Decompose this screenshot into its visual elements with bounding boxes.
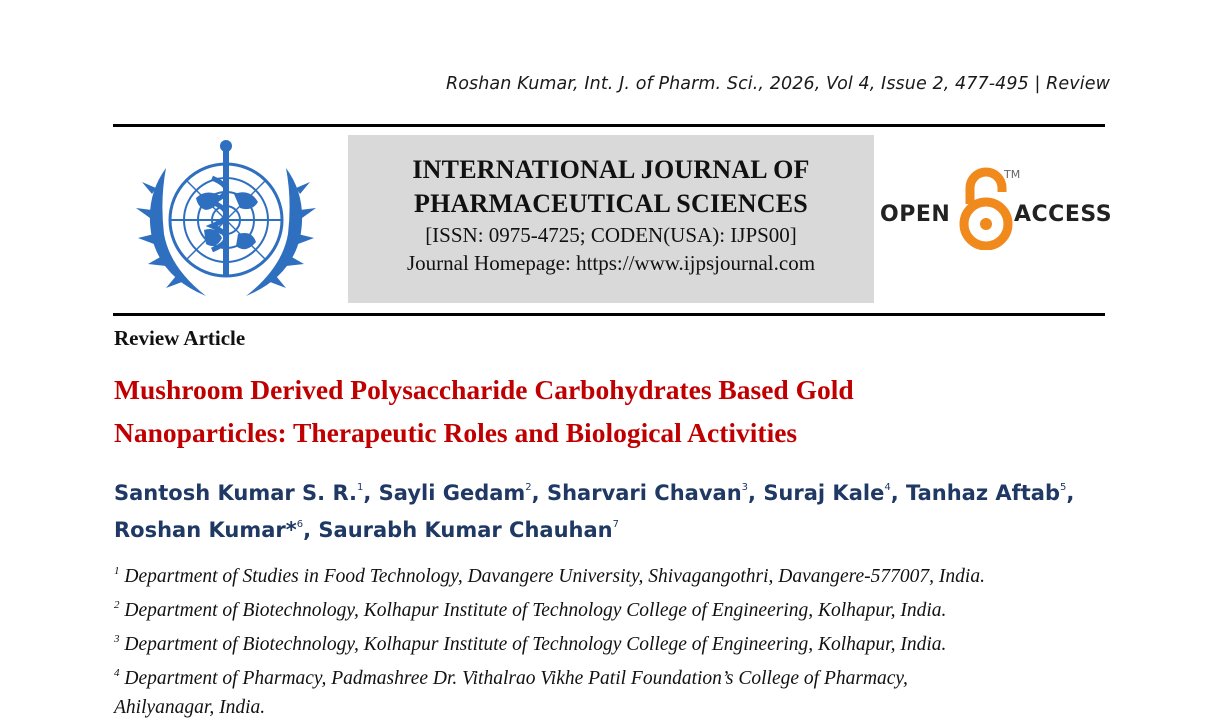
article-title-line1: Mushroom Derived Polysaccharide Carbohydrates Based Gold [114, 374, 854, 405]
journal-emblem-logo [126, 138, 326, 306]
affiliation-item: $^3$ Department of Biotechnology, Kolhapur Institute of Technology College of Engineering, Kolhapur, India. [114, 633, 947, 655]
journal-name-line2: PHARMACEUTICAL SCIENCES [414, 189, 808, 218]
affiliation-item: $^4$ Department of Pharmacy, Padmashree Dr. Vithalrao Vikhe Patil Foundation’s College of Pharmacy, [114, 667, 908, 689]
article-title-line2: Nanoparticles: Therapeutic Roles and Biological Activities [114, 417, 798, 448]
open-access-word-open: OPEN [880, 202, 951, 227]
journal-name-line1: INTERNATIONAL JOURNAL OF [412, 155, 810, 184]
running-header-citation: Roshan Kumar, Int. J. of Pharm. Sci., 2026, Vol 4, Issue 2, 477-495 | Review [445, 74, 1110, 94]
affiliation-item: $^2$ Department of Biotechnology, Kolhapur Institute of Technology College of Engineering, Kolhapur, India. [114, 599, 947, 621]
author: Santosh Kumar S. R.$^1$, [114, 481, 379, 505]
trademark-mark: TM [1004, 168, 1021, 181]
author-list [114, 472, 1114, 546]
author: Saurabh Kumar Chauhan$^7$ [318, 518, 619, 542]
author: Sayli Gedam$^2$, [378, 481, 547, 505]
article-title [114, 368, 1104, 454]
masthead-top-rule [113, 124, 1105, 127]
author: Tanhaz Aftab$^5$, [905, 481, 1075, 505]
article-type-label: Review Article [114, 326, 246, 350]
masthead-bottom-rule [113, 313, 1105, 316]
affiliation-item: $^1$ Department of Studies in Food Technology, Davangere University, Shivagangothri, Davangere-577007, India. [114, 565, 985, 587]
journal-masthead-box [348, 135, 874, 303]
journal-homepage: Journal Homepage: https://www.ijpsjournal.com [406, 251, 816, 275]
affiliation-item-continuation: Ahilyanagar, India. [114, 697, 266, 718]
open-access-word-access: ACCESS [1014, 202, 1113, 227]
journal-issn: [ISSN: 0975-4725; CODEN(USA): IJPS00] [425, 223, 797, 247]
author: Suraj Kale$^4$, [763, 481, 906, 505]
open-access-logo [880, 164, 1113, 254]
author-corresponding: Roshan Kumar*$^6$, [114, 518, 319, 542]
author: Sharvari Chavan$^3$, [546, 481, 764, 505]
affiliation-list [114, 557, 1114, 722]
